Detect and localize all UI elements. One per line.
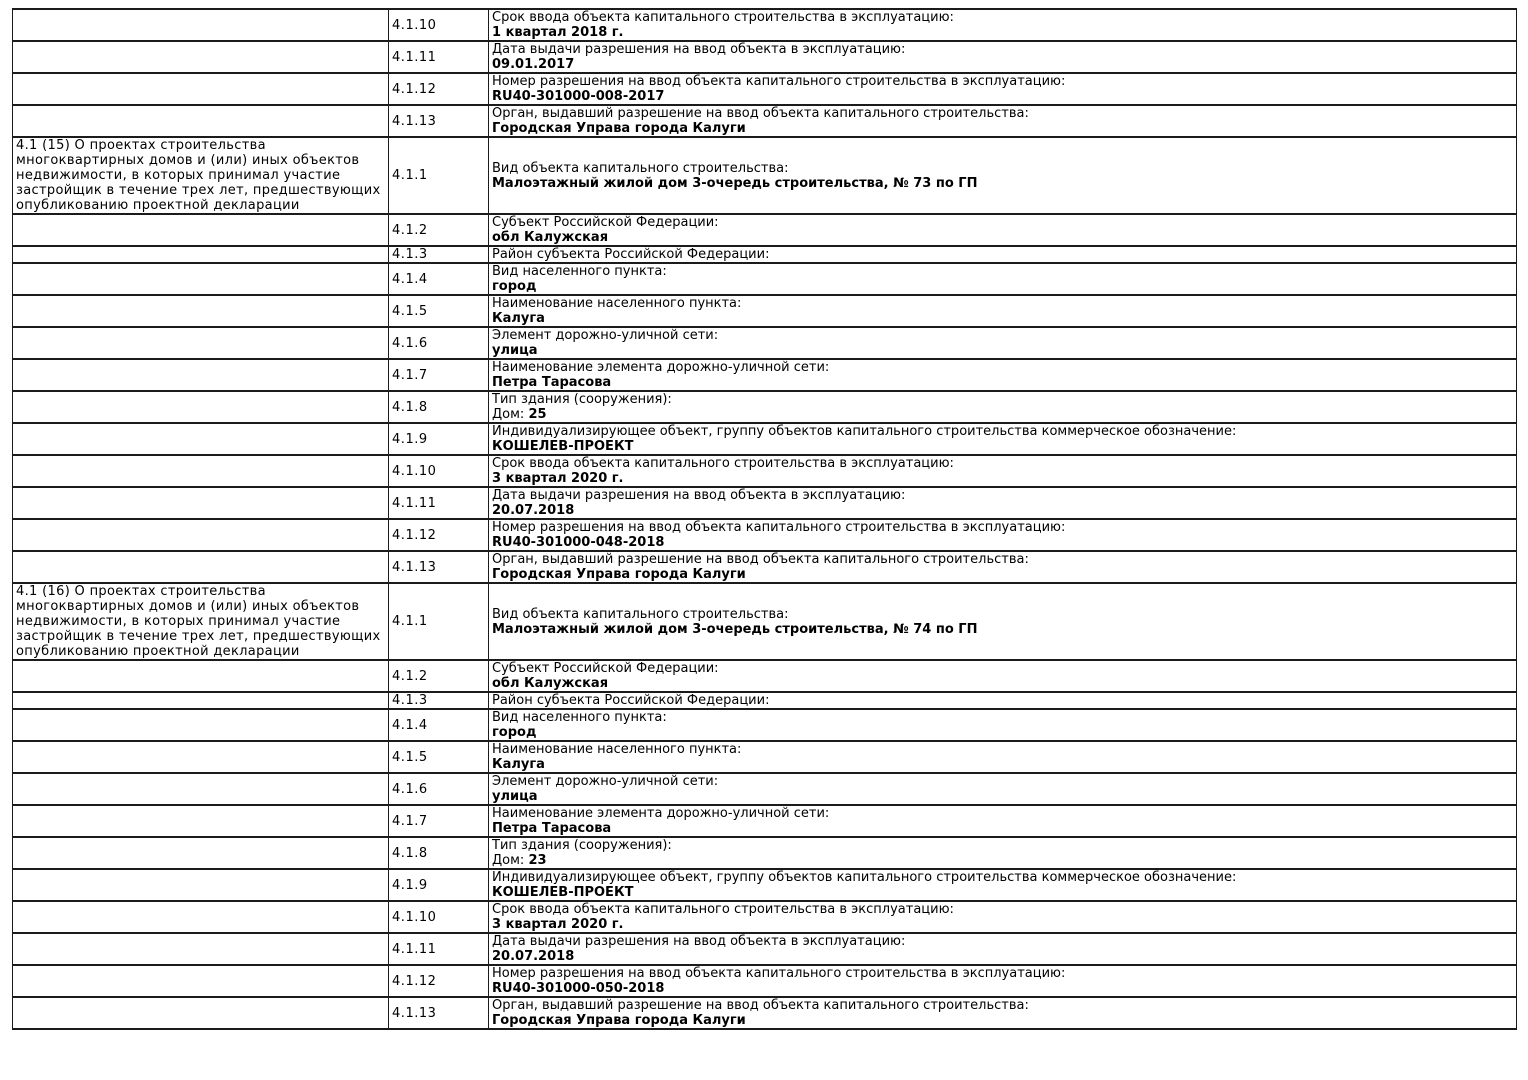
field-cell xyxy=(489,709,1517,741)
table-row xyxy=(13,805,1517,837)
field-value: КОШЕЛЕВ-ПРОЕКТ xyxy=(492,439,634,454)
field-value: 09.01.2017 xyxy=(492,57,575,72)
field-cell xyxy=(489,692,1517,709)
field-value: улица xyxy=(492,343,538,358)
row-code: 4.1.3 xyxy=(389,246,489,263)
table-row xyxy=(13,933,1517,965)
field-label: Срок ввода объекта капитального строительства в эксплуатацию: xyxy=(492,456,954,471)
field-value-line xyxy=(492,25,1513,40)
project-declaration-table xyxy=(12,8,1517,1030)
field-label: Элемент дорожно-уличной сети: xyxy=(492,328,719,343)
row-code: 4.1.8 xyxy=(389,391,489,423)
field-value-line xyxy=(492,917,1513,932)
empty-description-cell xyxy=(13,423,389,455)
empty-description-cell xyxy=(13,741,389,773)
row-code: 4.1.2 xyxy=(389,660,489,692)
field-label: Номер разрешения на ввод объекта капитального строительства в эксплуатацию: xyxy=(492,520,1066,535)
table-row xyxy=(13,246,1517,263)
field-label: Индивидуализирующее объект, группу объектов капитального строительства коммерческое обозначение: xyxy=(492,424,1237,439)
field-label: Срок ввода объекта капитального строительства в эксплуатацию: xyxy=(492,10,954,25)
field-value: Калуга xyxy=(492,757,545,772)
field-label: Тип здания (сооружения): xyxy=(492,838,672,853)
field-value: улица xyxy=(492,789,538,804)
field-value: 20.07.2018 xyxy=(492,949,575,964)
field-label: Наименование населенного пункта: xyxy=(492,742,742,757)
field-cell xyxy=(489,965,1517,997)
field-value-line xyxy=(492,439,1513,454)
empty-description-cell xyxy=(13,455,389,487)
empty-description-cell xyxy=(13,692,389,709)
field-value-line xyxy=(492,676,1513,691)
row-code: 4.1.10 xyxy=(389,901,489,933)
field-value-line xyxy=(492,757,1513,772)
table-row xyxy=(13,692,1517,709)
field-value-line xyxy=(492,853,1513,868)
field-cell xyxy=(489,660,1517,692)
row-code: 4.1.6 xyxy=(389,773,489,805)
field-value-line xyxy=(492,725,1513,740)
row-code: 4.1.10 xyxy=(389,9,489,41)
field-label: Номер разрешения на ввод объекта капитального строительства в эксплуатацию: xyxy=(492,74,1066,89)
empty-description-cell xyxy=(13,359,389,391)
table-row xyxy=(13,137,1517,214)
field-label: Вид объекта капитального строительства: xyxy=(492,160,789,176)
row-code: 4.1.5 xyxy=(389,741,489,773)
table-row xyxy=(13,487,1517,519)
field-cell xyxy=(489,583,1517,660)
row-code: 4.1.13 xyxy=(389,105,489,137)
table-row xyxy=(13,773,1517,805)
field-value: RU40-301000-050-2018 xyxy=(492,981,665,996)
field-value-line xyxy=(492,503,1513,518)
empty-description-cell xyxy=(13,246,389,263)
table-row xyxy=(13,709,1517,741)
field-value: КОШЕЛЕВ-ПРОЕКТ xyxy=(492,885,634,900)
table-row xyxy=(13,105,1517,137)
field-label: Район субъекта Российской Федерации: xyxy=(492,247,770,262)
field-value: 25 xyxy=(528,407,547,422)
row-code: 4.1.4 xyxy=(389,263,489,295)
table-row xyxy=(13,997,1517,1029)
field-cell xyxy=(489,741,1517,773)
table-row xyxy=(13,391,1517,423)
field-value-line xyxy=(492,821,1513,836)
field-cell xyxy=(489,837,1517,869)
field-value-line xyxy=(492,176,1513,191)
field-value: 23 xyxy=(528,853,547,868)
field-value: Петра Тарасова xyxy=(492,821,612,836)
table-row xyxy=(13,327,1517,359)
field-cell xyxy=(489,263,1517,295)
field-value: Городская Управа города Калуги xyxy=(492,1013,746,1028)
table-row xyxy=(13,741,1517,773)
field-value-line xyxy=(492,949,1513,964)
field-cell xyxy=(489,487,1517,519)
field-label: Наименование элемента дорожно-уличной сети: xyxy=(492,360,830,375)
field-value-line xyxy=(492,885,1513,900)
field-cell xyxy=(489,9,1517,41)
field-value-line xyxy=(492,471,1513,486)
field-value-line xyxy=(492,230,1513,245)
table-row xyxy=(13,73,1517,105)
table-row xyxy=(13,9,1517,41)
row-code: 4.1.9 xyxy=(389,423,489,455)
row-code: 4.1.8 xyxy=(389,837,489,869)
field-value: обл Калужская xyxy=(492,230,609,245)
table-row xyxy=(13,263,1517,295)
field-label: Индивидуализирующее объект, группу объектов капитального строительства коммерческое обозначение: xyxy=(492,870,1237,885)
empty-description-cell xyxy=(13,933,389,965)
row-code: 4.1.13 xyxy=(389,551,489,583)
table-row xyxy=(13,901,1517,933)
row-code: 4.1.4 xyxy=(389,709,489,741)
field-value-line xyxy=(492,981,1513,996)
declaration-table-body xyxy=(13,9,1517,1029)
field-label: Район субъекта Российской Федерации: xyxy=(492,693,770,708)
field-label: Дата выдачи разрешения на ввод объекта в эксплуатацию: xyxy=(492,934,906,949)
table-row xyxy=(13,869,1517,901)
section-description-cell: 4.1 (15) О проектах строительства многоквартирных домов и (или) иных объектов недвижимости, в которых принимал участие застройщик в течение трех лет, предшествующих опубликованию проектной декларации xyxy=(13,137,389,214)
field-value-prefix: Дом: xyxy=(492,853,529,868)
table-row xyxy=(13,583,1517,660)
row-code: 4.1.1 xyxy=(389,137,489,214)
table-row xyxy=(13,660,1517,692)
field-value: Городская Управа города Калуги xyxy=(492,567,746,582)
field-value-line xyxy=(492,375,1513,390)
field-value-line xyxy=(492,343,1513,358)
field-value: 1 квартал 2018 г. xyxy=(492,25,624,40)
field-cell xyxy=(489,359,1517,391)
field-value: Калуга xyxy=(492,311,545,326)
row-code: 4.1.9 xyxy=(389,869,489,901)
field-value-line xyxy=(492,121,1513,136)
field-value-prefix: Дом: xyxy=(492,407,529,422)
field-cell xyxy=(489,41,1517,73)
field-value-line xyxy=(492,311,1513,326)
row-code: 4.1.12 xyxy=(389,73,489,105)
field-value: Городская Управа города Калуги xyxy=(492,121,746,136)
empty-description-cell xyxy=(13,660,389,692)
row-code: 4.1.11 xyxy=(389,487,489,519)
empty-description-cell xyxy=(13,263,389,295)
field-value: 20.07.2018 xyxy=(492,503,575,518)
field-value: Малоэтажный жилой дом 3-очередь строительства, № 74 по ГП xyxy=(492,621,978,637)
row-code: 4.1.5 xyxy=(389,295,489,327)
section-description-cell: 4.1 (16) О проектах строительства многоквартирных домов и (или) иных объектов недвижимости, в которых принимал участие застройщик в течение трех лет, предшествующих опубликованию проектной декларации xyxy=(13,583,389,660)
field-cell xyxy=(489,137,1517,214)
row-code: 4.1.13 xyxy=(389,997,489,1029)
row-code: 4.1.11 xyxy=(389,933,489,965)
field-value: обл Калужская xyxy=(492,676,609,691)
field-value: город xyxy=(492,725,537,740)
field-value-line xyxy=(492,789,1513,804)
row-code: 4.1.10 xyxy=(389,455,489,487)
field-value-line xyxy=(492,622,1513,637)
field-label: Элемент дорожно-уличной сети: xyxy=(492,774,719,789)
empty-description-cell xyxy=(13,105,389,137)
field-value: RU40-301000-008-2017 xyxy=(492,89,665,104)
row-code: 4.1.3 xyxy=(389,692,489,709)
field-value: 3 квартал 2020 г. xyxy=(492,917,624,932)
empty-description-cell xyxy=(13,551,389,583)
field-cell xyxy=(489,519,1517,551)
field-label: Наименование элемента дорожно-уличной сети: xyxy=(492,806,830,821)
empty-description-cell xyxy=(13,214,389,246)
field-cell xyxy=(489,73,1517,105)
field-cell xyxy=(489,295,1517,327)
row-code: 4.1.2 xyxy=(389,214,489,246)
field-label: Субъект Российской Федерации: xyxy=(492,661,719,676)
table-row xyxy=(13,837,1517,869)
field-value-line xyxy=(492,57,1513,72)
field-label: Субъект Российской Федерации: xyxy=(492,215,719,230)
empty-description-cell xyxy=(13,805,389,837)
row-code: 4.1.7 xyxy=(389,359,489,391)
field-label: Дата выдачи разрешения на ввод объекта в эксплуатацию: xyxy=(492,42,906,57)
field-label: Дата выдачи разрешения на ввод объекта в эксплуатацию: xyxy=(492,488,906,503)
field-value: Петра Тарасова xyxy=(492,375,612,390)
table-row xyxy=(13,359,1517,391)
row-code: 4.1.11 xyxy=(389,41,489,73)
field-value-line xyxy=(492,89,1513,104)
table-row xyxy=(13,551,1517,583)
empty-description-cell xyxy=(13,9,389,41)
field-cell xyxy=(489,551,1517,583)
empty-description-cell xyxy=(13,519,389,551)
field-cell xyxy=(489,391,1517,423)
table-row xyxy=(13,214,1517,246)
empty-description-cell xyxy=(13,73,389,105)
empty-description-cell xyxy=(13,327,389,359)
row-code: 4.1.12 xyxy=(389,965,489,997)
field-label: Тип здания (сооружения): xyxy=(492,392,672,407)
table-row xyxy=(13,519,1517,551)
field-label: Орган, выдавший разрешение на ввод объекта капитального строительства: xyxy=(492,106,1029,121)
empty-description-cell xyxy=(13,997,389,1029)
field-label: Срок ввода объекта капитального строительства в эксплуатацию: xyxy=(492,902,954,917)
table-row xyxy=(13,41,1517,73)
field-value: город xyxy=(492,279,537,294)
empty-description-cell xyxy=(13,965,389,997)
field-label: Наименование населенного пункта: xyxy=(492,296,742,311)
field-label: Номер разрешения на ввод объекта капитального строительства в эксплуатацию: xyxy=(492,966,1066,981)
table-row xyxy=(13,423,1517,455)
empty-description-cell xyxy=(13,295,389,327)
field-cell xyxy=(489,869,1517,901)
field-value: 3 квартал 2020 г. xyxy=(492,471,624,486)
empty-description-cell xyxy=(13,773,389,805)
empty-description-cell xyxy=(13,391,389,423)
field-value-line xyxy=(492,567,1513,582)
empty-description-cell xyxy=(13,901,389,933)
field-cell xyxy=(489,423,1517,455)
empty-description-cell xyxy=(13,837,389,869)
empty-description-cell xyxy=(13,869,389,901)
field-cell xyxy=(489,773,1517,805)
row-code: 4.1.6 xyxy=(389,327,489,359)
field-cell xyxy=(489,327,1517,359)
field-value: Малоэтажный жилой дом 3-очередь строительства, № 73 по ГП xyxy=(492,175,978,191)
table-row xyxy=(13,455,1517,487)
empty-description-cell xyxy=(13,709,389,741)
row-code: 4.1.7 xyxy=(389,805,489,837)
field-cell xyxy=(489,901,1517,933)
field-cell xyxy=(489,805,1517,837)
field-value-line xyxy=(492,1013,1513,1028)
table-row xyxy=(13,295,1517,327)
field-label: Орган, выдавший разрешение на ввод объекта капитального строительства: xyxy=(492,998,1029,1013)
field-cell xyxy=(489,455,1517,487)
field-label: Вид населенного пункта: xyxy=(492,710,667,725)
field-cell xyxy=(489,997,1517,1029)
field-cell xyxy=(489,105,1517,137)
field-cell xyxy=(489,246,1517,263)
field-label: Вид объекта капитального строительства: xyxy=(492,606,789,622)
field-label: Вид населенного пункта: xyxy=(492,264,667,279)
empty-description-cell xyxy=(13,41,389,73)
field-cell xyxy=(489,933,1517,965)
empty-description-cell xyxy=(13,487,389,519)
field-value-line xyxy=(492,279,1513,294)
row-code: 4.1.12 xyxy=(389,519,489,551)
field-label: Орган, выдавший разрешение на ввод объекта капитального строительства: xyxy=(492,552,1029,567)
table-row xyxy=(13,965,1517,997)
field-cell xyxy=(489,214,1517,246)
row-code: 4.1.1 xyxy=(389,583,489,660)
field-value-line xyxy=(492,407,1513,422)
field-value: RU40-301000-048-2018 xyxy=(492,535,665,550)
field-value-line xyxy=(492,535,1513,550)
